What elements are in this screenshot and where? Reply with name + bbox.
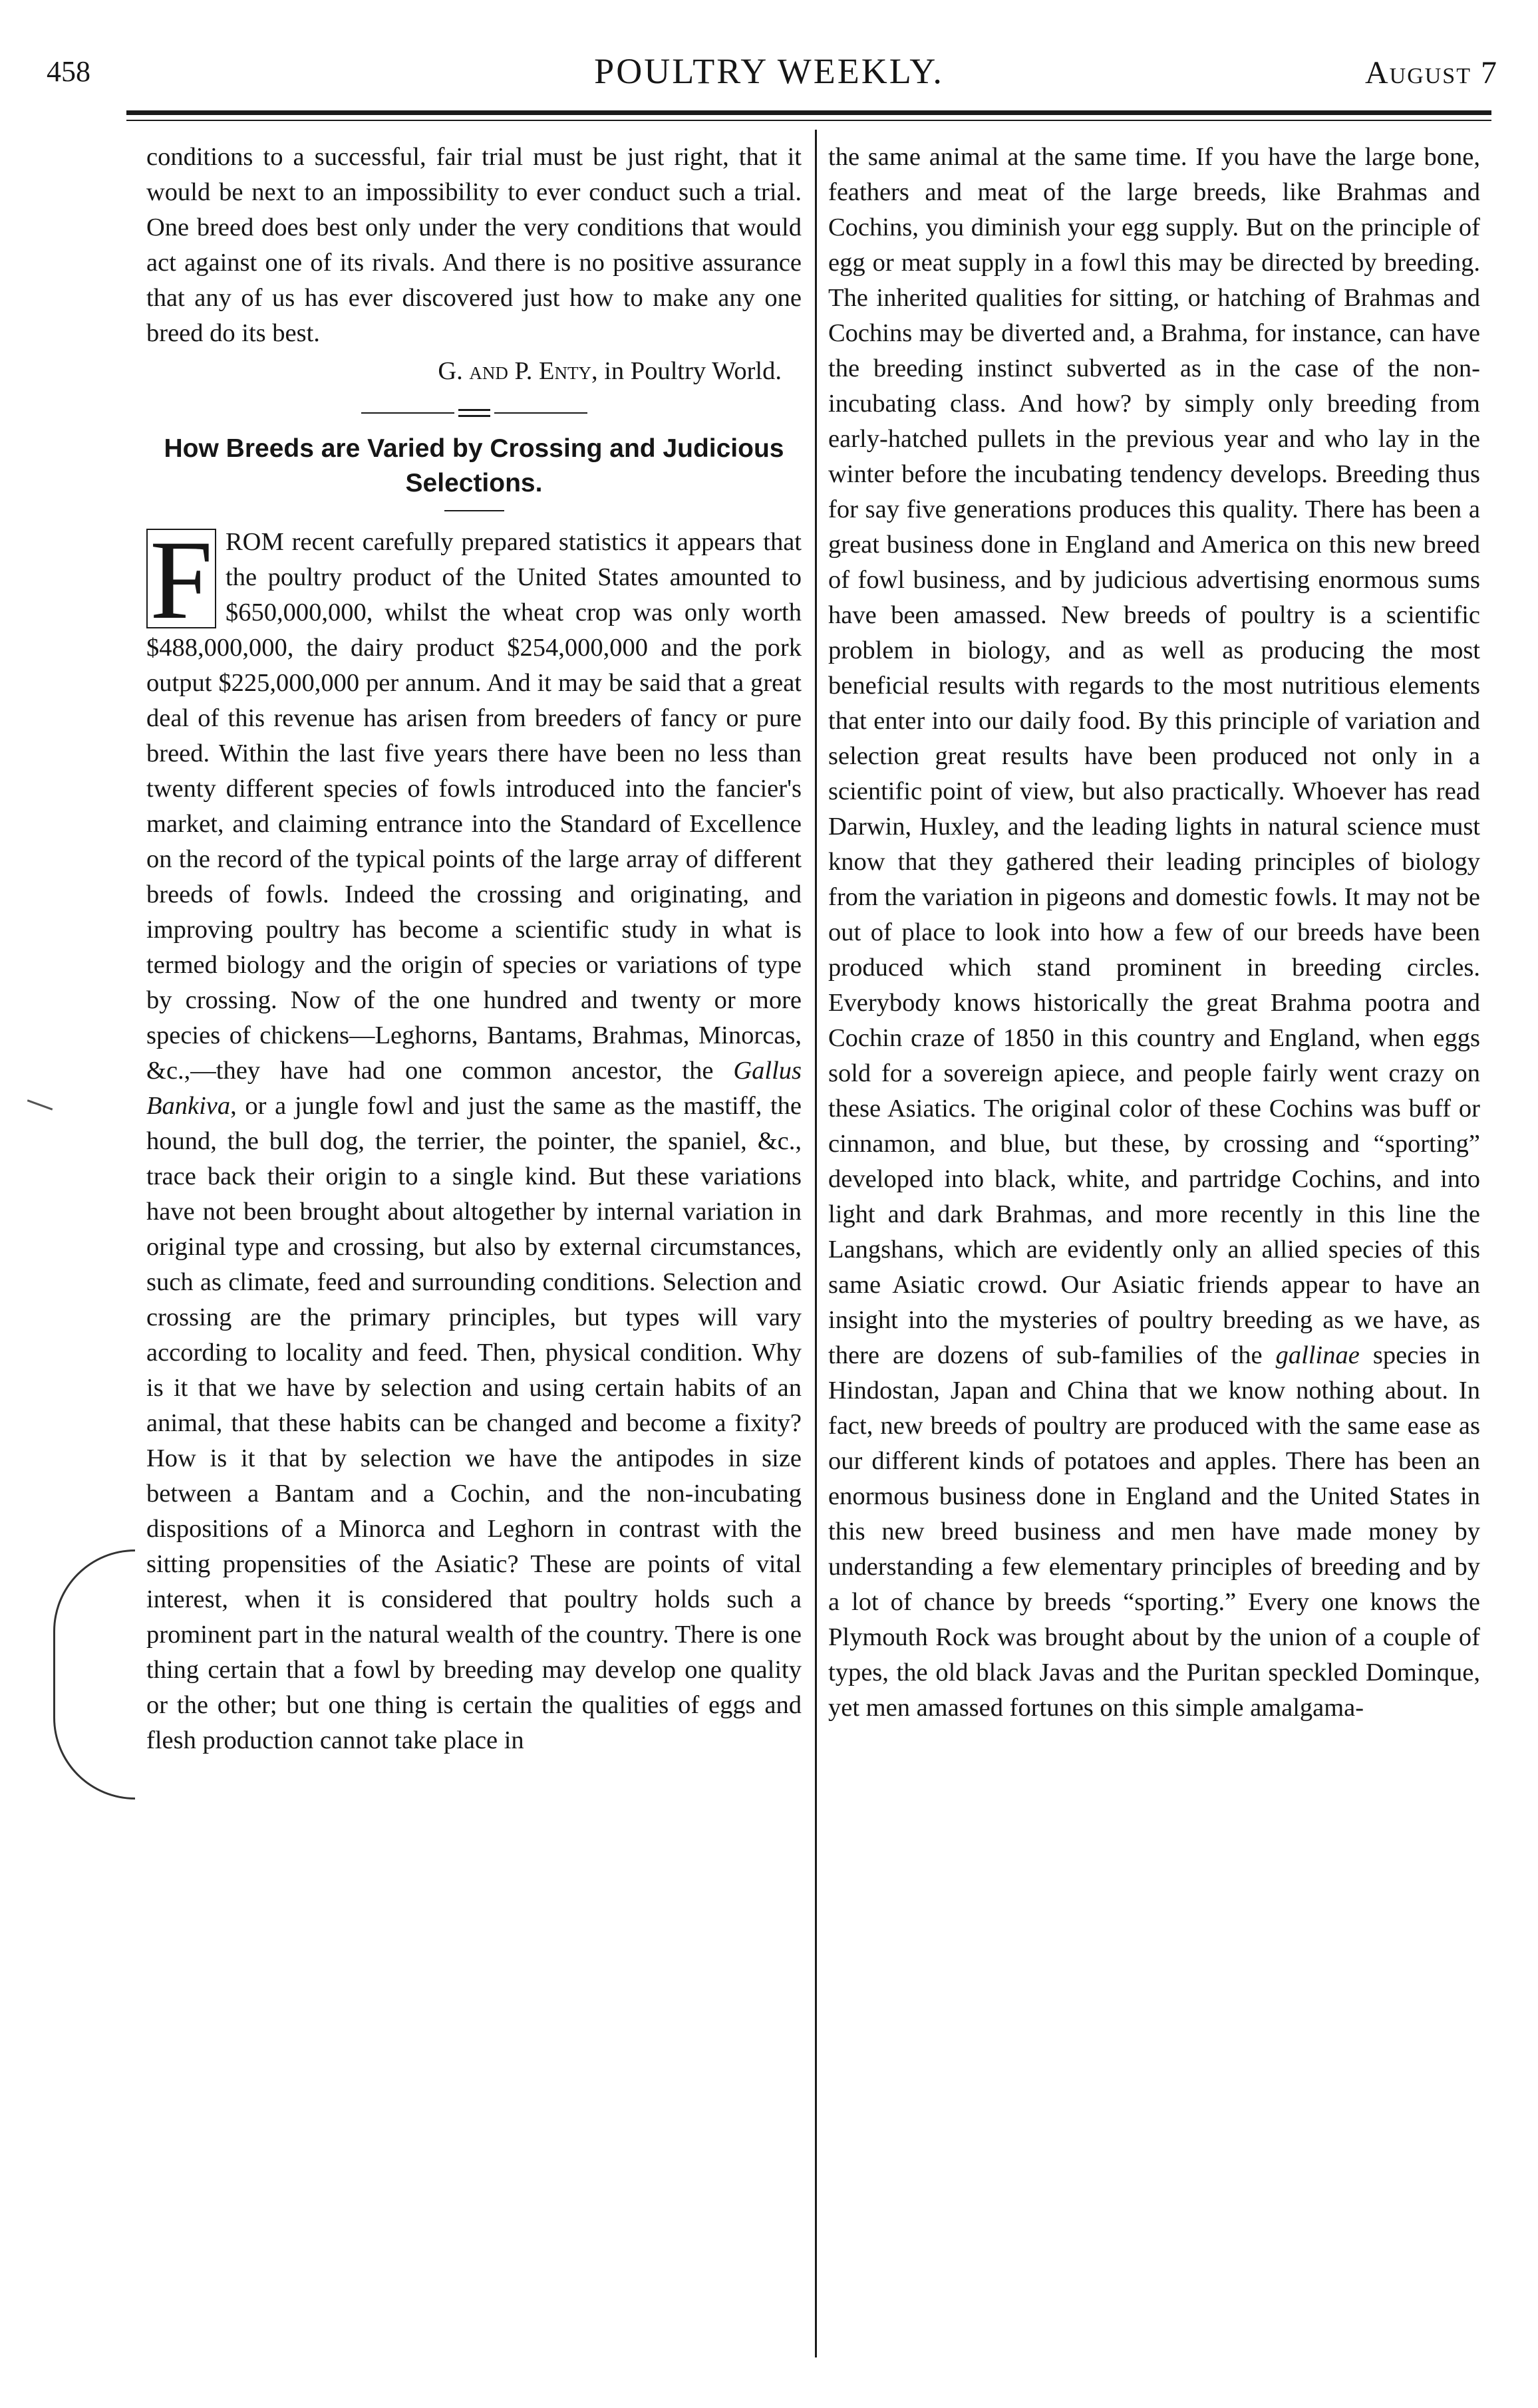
species-name-italic: Gallus Bankiva	[146, 1057, 802, 1120]
article-body-left	[146, 517, 802, 1758]
attribution-name: Enty	[538, 357, 591, 385]
page-header	[0, 0, 1538, 113]
margin-bracket-mark	[53, 1549, 135, 1800]
right-column	[828, 140, 1480, 1726]
previous-article-ending: conditions to a successful, fair trial must be just right, that it would be next to an impossibility to ever conduct such a trial. One breed does best only under the very conditions that would act against one of its rivals. And there is no positive assurance that any of us has ever discovered just how to make any one breed do its best.	[146, 143, 802, 347]
section-ornament	[361, 409, 587, 417]
issue-date: August 7	[1364, 55, 1498, 90]
drop-cap-letter: F	[146, 529, 216, 628]
publication-title: POULTRY WEEKLY.	[594, 51, 944, 91]
attribution-source: , in Poultry World.	[591, 357, 782, 385]
right-text-part-b: species in Hindostan, Japan and China that we know nothing about. In fact, new breeds of poultry are produced with the same ease as our different kinds of potatoes and apples. There has been an enormous business done in England and the United States in this new breed business and men have made money by understanding a few elementary principles of breeding and by a lot of chance by breeds “sporting.” Every one knows the Plymouth Rock was brought about by the union of a couple of types, the old black Javas and the Puritan speckled Dominque, yet men amassed fortunes on this simple amalgama-	[828, 1341, 1480, 1722]
title-rule	[444, 510, 504, 511]
gallinae-italic: gallinae	[1275, 1341, 1360, 1369]
article-lead-text: ROM recent carefully prepared statistics it appears that the poultry product of the United States amounted to $650,000,000, whilst the wheat crop was only worth $488,000,000, the dairy product $254,000,000 and the pork output $225,000,000 per annum. And it may be said that a great deal of this revenue has arisen from breeders of fancy or pure breed. Within the last five years there have been no less than twenty different species of fowls introduced into the fancier's market, and claiming entrance into the Standard of Excellence on the record of the typical points of the large array of different breeds of fowls. Indeed the crossing and originating, and improving poultry has become a scientific study in what is termed biology and the origin of species or variations of type by crossing. Now of the one hundred and twenty or more species of chickens—Leghorns, Bantams, Brahmas, Minorcas, &c.,—they have had one common ancestor, the	[146, 528, 802, 1085]
page-number: 458	[47, 55, 90, 88]
left-column	[146, 140, 802, 1758]
article-lead-continued: , or a jungle fowl and just the same as the mastiff, the hound, the bull dog, the terrier, the pointer, the spaniel, &c., trace back their origin to a single kind. But these variations have not been brought about altogether by internal variation in original type and crossing, but also by external circumstances, such as climate, feed and surrounding conditions. Selection and crossing are the primary principles, but types will vary according to locality and feed. Then, physical condition. Why is it that we have by selection and using certain habits of an animal, that these habits can be changed and become a fixity? How is it that by selection we have the antipodes in size between a Bantam and a Cochin, and the non-incubating dispositions of a Minorca and Leghorn in contrast with the sitting propensities of the Asiatic? These are points of vital interest, when it is considered that poultry holds such a prominent part in the natural wealth of the country. There is one thing certain that a fowl by breeding may develop one quality or the other; but one thing is certain the qualities of eggs and flesh production cannot take place in	[146, 1092, 802, 1754]
margin-tick-mark	[27, 1099, 53, 1111]
header-rule-thick	[126, 110, 1491, 115]
column-divider	[815, 130, 817, 2357]
attribution-prefix: G. and P.	[438, 357, 539, 385]
article-heading: How Breeds are Varied by Crossing and Judicious Selections.	[164, 434, 784, 497]
header-rule-thin	[126, 120, 1491, 121]
right-text-part-a: the same animal at the same time. If you have the large bone, feathers and meat of the large breeds, like Brahmas and Cochins, you diminish your egg supply. But on the principle of egg or meat supply in a fowl this may be directed by breeding. The inherited qualities for sitting, or hatching of Brahmas and Cochins may be diverted and, a Brahma, for instance, can have the breeding instinct subverted as in the case of the non-incubating class. And how? by simply only breeding from early-hatched pullets in the previous year and who lay in the winter before the incubating tendency develops. Breeding thus for say five generations produces this quality. There has been a great business done in England and America on this new breed of fowl business, and by judicious advertising enormous sums have been amassed. New breeds of poultry is a scientific problem in biology, and as well as producing the most beneficial results with regards to the most nutritious elements that enter into our daily food. By this principle of variation and selection great results have been produced not only in a scientific point of view, but also practically. Whoever has read Darwin, Huxley, and the leading lights in natural science must know that they gathered their leading principles of biology from the variation in pigeons and domestic fowls. It may not be out of place to look into how a few of our breeds have been produced which stand prominent in breeding circles. Everybody knows historically the great Brahma pootra and Cochin craze of 1850 in this country and England, when eggs sold for a sovereign apiece, and people fairly went crazy on these Asiatics. The original color of these Cochins was buff or cinnamon, and blue, but these, by crossing and “sporting” developed into black, white, and partridge Cochins, and into light and dark Brahmas, and more recently in this line the Langshans, which are evidently only an allied species of this same Asiatic crowd. Our Asiatic friends appear to have an insight into the mysteries of poultry breeding as we have, as there are dozens of sub-families of the	[828, 143, 1480, 1369]
article-body-right	[828, 140, 1480, 1726]
article-attribution	[146, 354, 802, 389]
